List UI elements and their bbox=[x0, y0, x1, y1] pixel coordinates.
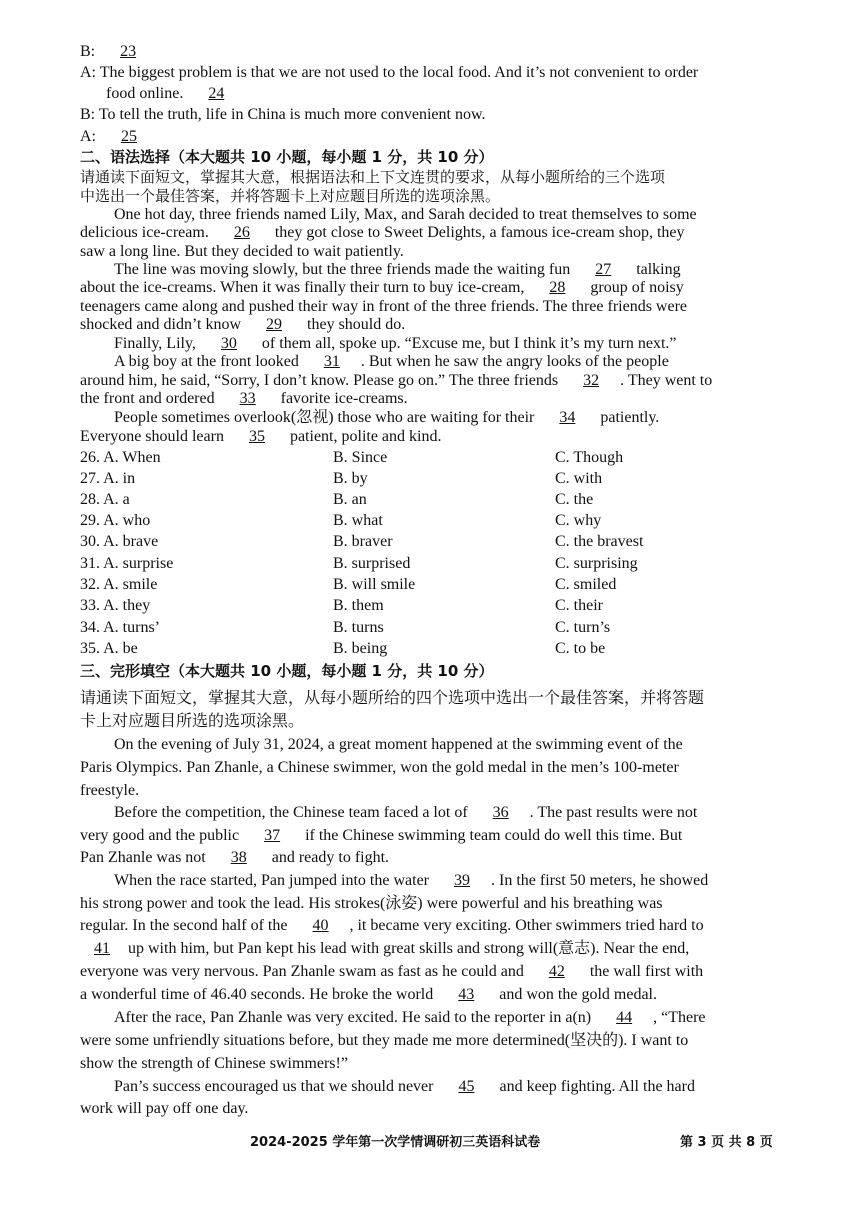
passage-text: very good and the public bbox=[80, 827, 244, 844]
section-2-title: 二、语法选择（本大题共 10 小题，每小题 1 分，共 10 分） bbox=[80, 148, 494, 166]
passage-text: the front and ordered bbox=[80, 390, 219, 407]
passage-line bbox=[80, 939, 790, 958]
passage-text: group of noisy bbox=[586, 279, 684, 296]
passage-text: up with him, but Pan kept his lead with great skills and strong will(意志). Near the end, bbox=[124, 940, 690, 957]
passage-line bbox=[80, 371, 790, 390]
passage-line bbox=[80, 916, 790, 935]
passage-line bbox=[80, 826, 790, 845]
option-c: C. why bbox=[555, 512, 602, 529]
passage-line bbox=[114, 871, 824, 890]
passage-line bbox=[114, 1077, 824, 1096]
option-b: B. turns bbox=[333, 619, 384, 636]
passage-text: , “There bbox=[653, 1009, 706, 1026]
passage-text: patient, polite and kind. bbox=[285, 428, 442, 445]
passage-text: and keep fighting. All the hard bbox=[495, 1078, 695, 1095]
option-b: B. surprised bbox=[333, 555, 411, 572]
passage-text: about the ice-creams. When it was finally their turn to buy ice-cream, bbox=[80, 279, 529, 296]
section-3-title: 三、完形填空（本大题共 10 小题，每小题 1 分，共 10 分） bbox=[80, 662, 494, 680]
passage-text: patiently. bbox=[596, 409, 660, 426]
option-c: C. with bbox=[555, 470, 603, 487]
passage-line bbox=[80, 315, 790, 334]
option-a: 29. A. who bbox=[80, 512, 151, 529]
option-a: 33. A. they bbox=[80, 597, 151, 614]
blank-33: 33 bbox=[239, 390, 256, 407]
footer-title: 2024-2025 学年第一次学情调研初三英语科试卷 bbox=[250, 1135, 541, 1150]
passage-text: . But when he saw the angry looks of the people bbox=[360, 353, 669, 370]
blank-29: 29 bbox=[266, 316, 283, 333]
passage-text: and ready to fight. bbox=[267, 849, 390, 866]
passage-text: the wall first with bbox=[585, 963, 704, 980]
passage-line: Paris Olympics. Pan Zhanle, a Chinese swimmer, won the gold medal in the men’s 100-meter bbox=[80, 759, 679, 776]
passage-line bbox=[80, 278, 790, 297]
page-number: 第 3 页 共 8 页 bbox=[680, 1135, 773, 1150]
option-c: C. smiled bbox=[555, 576, 617, 593]
blank-30: 30 bbox=[220, 335, 237, 352]
option-b: B. an bbox=[333, 491, 367, 508]
passage-line: teenagers came along and pushed their way in front of the three friends. The three friends were bbox=[80, 298, 688, 315]
blank-32: 32 bbox=[583, 372, 600, 389]
passage-text: regular. In the second half of the bbox=[80, 917, 292, 934]
passage-line: saw a long line. But they decided to wait patiently. bbox=[80, 243, 404, 260]
blank-27: 27 bbox=[595, 261, 612, 278]
passage-text: , it became very exciting. Other swimmers tried hard to bbox=[349, 917, 704, 934]
blank-45: 45 bbox=[458, 1078, 475, 1095]
blank-40: 40 bbox=[312, 917, 329, 934]
blank-34: 34 bbox=[559, 409, 576, 426]
blank-36: 36 bbox=[492, 804, 509, 821]
passage-text: . They went to bbox=[620, 372, 713, 389]
blank-42: 42 bbox=[548, 963, 565, 980]
passage-text: and won the gold medal. bbox=[495, 986, 657, 1003]
passage-line bbox=[114, 352, 824, 371]
section-3-instruction: 卡上对应题目所选的选项涂黑。 bbox=[80, 711, 305, 730]
blank-37: 37 bbox=[264, 827, 281, 844]
passage-line: One hot day, three friends named Lily, Max, and Sarah decided to treat themselves to some bbox=[114, 206, 697, 223]
blank-35: 35 bbox=[248, 428, 265, 445]
passage-text: Everyone should learn bbox=[80, 428, 228, 445]
passage-text: Pan Zhanle was not bbox=[80, 849, 210, 866]
dialogue-text: food online. bbox=[106, 85, 188, 102]
option-c: C. surprising bbox=[555, 555, 638, 572]
passage-line: his strong power and took the lead. His strokes(泳姿) were powerful and his breathing was bbox=[80, 895, 663, 912]
option-c: C. the bbox=[555, 491, 594, 508]
section-2-instruction: 请通读下面短文，掌握其大意，根据语法和上下文连贯的要求，从每小题所给的三个选项 bbox=[80, 168, 666, 186]
passage-text: Pan’s success encouraged us that we should never bbox=[114, 1078, 438, 1095]
passage-text: talking bbox=[632, 261, 681, 278]
dialogue-line bbox=[80, 42, 790, 61]
option-b: B. Since bbox=[333, 449, 388, 466]
passage-text: Finally, Lily, bbox=[114, 335, 200, 352]
section-3-instruction: 请通读下面短文，掌握其大意，从每小题所给的四个选项中选出一个最佳答案，并将答题 bbox=[80, 688, 705, 707]
passage-text: a wonderful time of 46.40 seconds. He broke the world bbox=[80, 986, 438, 1003]
passage-text: When the race started, Pan jumped into the water bbox=[114, 872, 433, 889]
passage-text: of them all, spoke up. “Excuse me, but I think it’s my turn next.” bbox=[257, 335, 677, 352]
dialogue-line: B: To tell the truth, life in China is much more convenient now. bbox=[80, 106, 486, 123]
blank-39: 39 bbox=[454, 872, 470, 889]
option-b: B. will smile bbox=[333, 576, 416, 593]
blank-23: 23 bbox=[120, 43, 137, 60]
passage-text: they should do. bbox=[303, 316, 406, 333]
option-a: 30. A. brave bbox=[80, 533, 159, 550]
passage-line: On the evening of July 31, 2024, a great moment happened at the swimming event of the bbox=[114, 736, 683, 753]
passage-text: they got close to Sweet Delights, a famous ice-cream shop, they bbox=[270, 224, 685, 241]
passage-line bbox=[80, 962, 790, 981]
option-b: B. being bbox=[333, 640, 388, 657]
option-b: B. them bbox=[333, 597, 384, 614]
passage-line bbox=[114, 334, 824, 353]
option-c: C. the bravest bbox=[555, 533, 644, 550]
passage-line: freestyle. bbox=[80, 782, 140, 799]
passage-text: . In the first 50 meters, he showed bbox=[491, 872, 709, 889]
passage-text: around him, he said, “Sorry, I don’t know. Please go on.” The three friends bbox=[80, 372, 563, 389]
blank-26: 26 bbox=[233, 224, 250, 241]
passage-line: show the strength of Chinese swimmers!” bbox=[80, 1055, 348, 1072]
option-a: 35. A. be bbox=[80, 640, 138, 657]
option-b: B. by bbox=[333, 470, 368, 487]
dialogue-line bbox=[106, 84, 816, 103]
passage-line: were some unfriendly situations before, but they made me more determined(坚决的). I want to bbox=[80, 1032, 689, 1049]
speaker-a: A: bbox=[80, 128, 100, 145]
blank-41: 41 bbox=[94, 940, 110, 957]
blank-24: 24 bbox=[208, 85, 225, 102]
blank-38: 38 bbox=[230, 849, 247, 866]
blank-44: 44 bbox=[616, 1009, 633, 1026]
passage-text: Before the competition, the Chinese team faced a lot of bbox=[114, 804, 472, 821]
passage-text: everyone was very nervous. Pan Zhanle swam as fast as he could and bbox=[80, 963, 528, 980]
passage-line bbox=[80, 223, 790, 242]
dialogue-line bbox=[80, 127, 790, 146]
passage-line bbox=[80, 427, 790, 446]
passage-line: work will pay off one day. bbox=[80, 1100, 249, 1117]
option-b: B. what bbox=[333, 512, 383, 529]
blank-43: 43 bbox=[458, 986, 475, 1003]
option-a: 27. A. in bbox=[80, 470, 136, 487]
section-2-instruction: 中选出一个最佳答案，并将答题卡上对应题目所选的选项涂黑。 bbox=[80, 187, 501, 205]
option-b: B. braver bbox=[333, 533, 393, 550]
option-a: 28. A. a bbox=[80, 491, 130, 508]
passage-text: People sometimes overlook(忽视) those who are waiting for their bbox=[114, 409, 539, 426]
blank-31: 31 bbox=[323, 353, 340, 370]
option-c: C. turn’s bbox=[555, 619, 611, 636]
passage-line bbox=[114, 803, 824, 822]
passage-text: favorite ice-creams. bbox=[276, 390, 408, 407]
passage-text: A big boy at the front looked bbox=[114, 353, 303, 370]
passage-line bbox=[114, 260, 824, 279]
option-c: C. their bbox=[555, 597, 603, 614]
passage-text: if the Chinese swimming team could do well this time. But bbox=[301, 827, 683, 844]
speaker-b: B: bbox=[80, 43, 100, 60]
option-a: 32. A. smile bbox=[80, 576, 158, 593]
passage-text: The line was moving slowly, but the three friends made the waiting fun bbox=[114, 261, 575, 278]
passage-line bbox=[80, 389, 790, 408]
blank-28: 28 bbox=[549, 279, 566, 296]
option-a: 31. A. surprise bbox=[80, 555, 174, 572]
passage-line bbox=[114, 1008, 824, 1027]
option-c: C. Though bbox=[555, 449, 624, 466]
dialogue-line: A: The biggest problem is that we are not used to the local food. And it’s not convenient to order bbox=[80, 64, 699, 81]
option-a: 26. A. When bbox=[80, 449, 161, 466]
passage-text: shocked and didn’t know bbox=[80, 316, 246, 333]
passage-text: delicious ice-cream. bbox=[80, 224, 213, 241]
passage-text: After the race, Pan Zhanle was very excited. He said to the reporter in a(n) bbox=[114, 1009, 596, 1026]
blank-25: 25 bbox=[121, 128, 137, 145]
passage-line bbox=[80, 848, 790, 867]
option-a: 34. A. turns’ bbox=[80, 619, 160, 636]
page-footer bbox=[250, 1131, 790, 1150]
option-c: C. to be bbox=[555, 640, 606, 657]
passage-line bbox=[80, 985, 790, 1004]
passage-text: . The past results were not bbox=[529, 804, 698, 821]
passage-line bbox=[114, 408, 824, 427]
